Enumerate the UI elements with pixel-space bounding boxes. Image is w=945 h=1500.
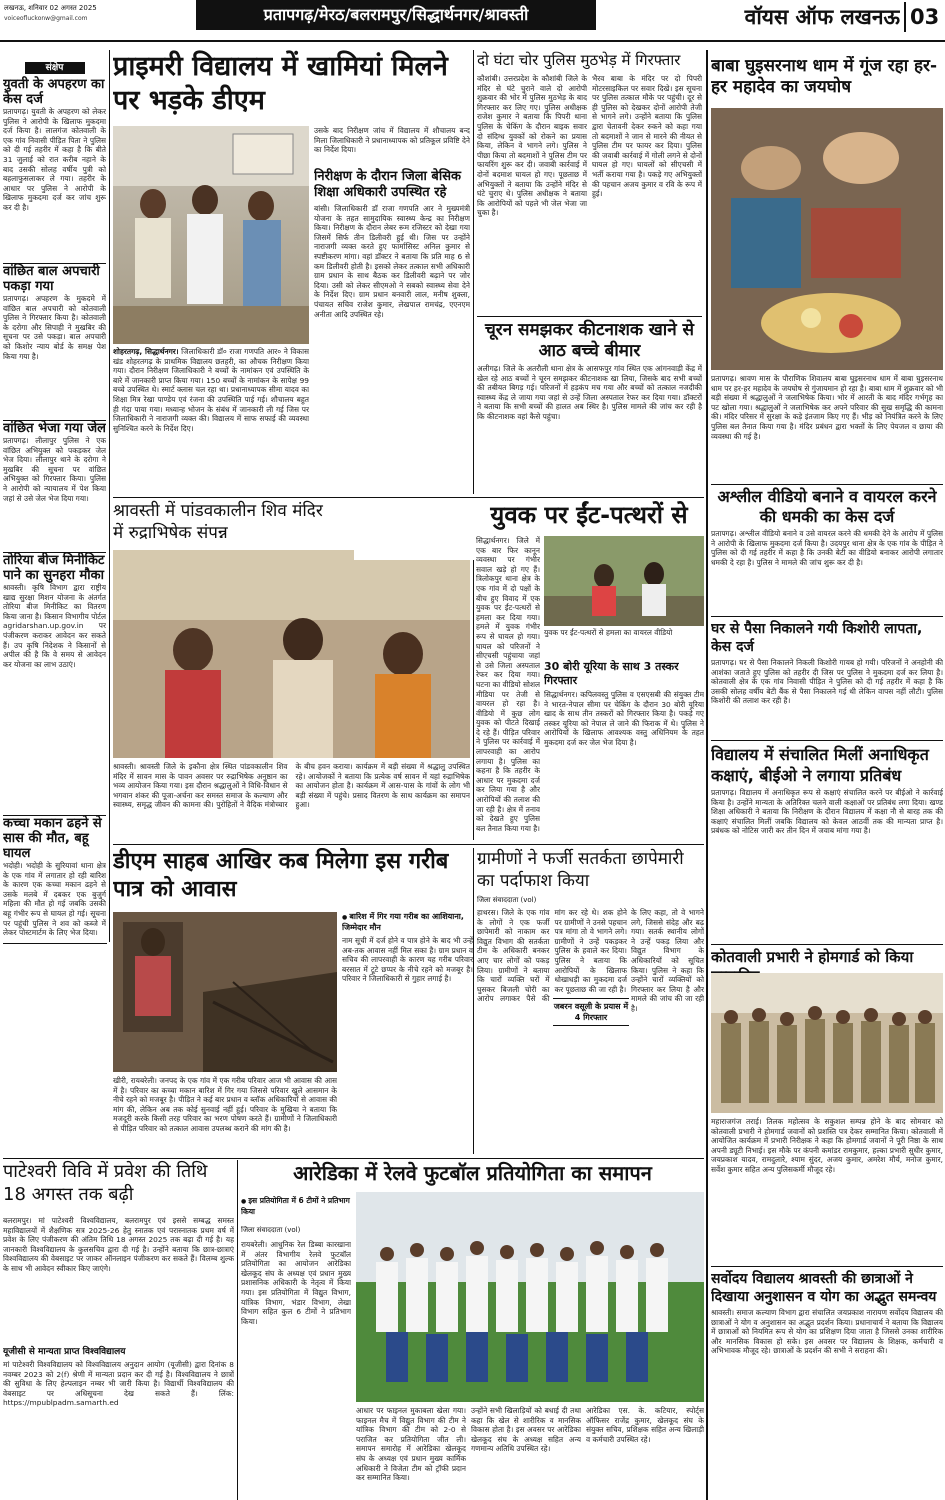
story-subhead: ● बारिश में गिर गया गरीब का आशियाना, जिम्मेदार मौन xyxy=(342,912,473,933)
football-team-photo xyxy=(356,1192,704,1402)
story-text: श्रावस्ती। श्रावस्ती जिले के इकौना क्षेत्र स्थित पांडवकालीन शिव मंदिर में सावन मास के पावन अवसर पर रुद्राभिषेक अनुष्ठान का भव्य आयोजन किया गया। इस दौरान श्रद्धालुओं ने विधि-विधान से भगवान शंकर की पूजा-अर्चना कर समस्त समाज के कल्याण और स्वास्थ्य, समृद्ध जीवन की कामना की। पुरोहितों ने वैदिक मंत्रोच्चार के बीच हवन कराया। कार्यक्रम में बड़ी संख्या में श्रद्धालु उपस्थित रहे। आयोजकों ने बताया कि प्रत्येक वर्ष सावन में यहां रुद्राभिषेक का आयोजन होता है। कार्यक्रम में आस-पास के गांवों के लोग भी बड़ी संख्या में पहुंचे। प्रसाद वितरण के साथ कार्यक्रम का समापन हुआ। xyxy=(113,762,470,810)
story-text: अलीगढ़। जिले के अतरौली थाना क्षेत्र के आसफपुर गांव स्थित एक आंगनवाड़ी केंद्र में खेल रहे आठ बच्चों ने चूरन समझकर कीटनाशक खा लिया, जिसके बाद सभी बच्चों की तबीयत बिगड़ गई। परिजनों में हड़कंप मच गया और बच्चों को तत्काल नजदीकी स्वास्थ्य केंद्र ले जाया गया जहां से उन्हें जिला अस्पताल रेफर कर दिया गया। डॉक्टरों ने बताया कि सभी बच्चों की हालत अब स्थिर है। पुलिस मामले की जांच कर रही है कि कीटनाशक वहां कैसे पहुंचा। xyxy=(477,364,702,421)
story-dm-school xyxy=(113,50,470,494)
masthead xyxy=(0,0,945,42)
story-text: प्रतापगढ़। अश्लील वीडियो बनाने व उसे वायरल करने की धमकी देने के आरोप में पुलिस ने आरोपी के खिलाफ मुकदमा दर्ज किया है। उदयपुर थाना क्षेत्र के एक गांव के पीड़ित ने पुलिस को दी गई तहरीर में कहा है कि उनकी बेटी का वीडियो बनाकर आरोपी लगातार धमकी दे रहा है। पुलिस ने मामले की जांच शुरू कर दी है। xyxy=(711,529,943,567)
column-rule xyxy=(237,1160,238,1500)
sankshep-column xyxy=(3,62,106,940)
school-inspection-photo xyxy=(113,126,309,344)
story-sarvoday xyxy=(711,1266,943,1498)
sankshep-item xyxy=(3,552,106,813)
byline: जिला संवाददाता (vol) xyxy=(241,1226,301,1234)
news-headline: वांछित बाल अपचारी पकड़ा गया xyxy=(3,264,100,294)
story-text: उन्होंने सभी खिलाड़ियों को बधाई दी तथा कहा कि खेल से शारीरिक व मानसिक विकास होता है। इस अवसर पर आरेडिका खेलकूद संघ के अध्यक्ष सहित अन्य गणमान्य अतिथि उपस्थित रहे। xyxy=(471,1406,581,1454)
news-headline: कच्चा मकान ढहने से सास की मौत, बहू घायल xyxy=(3,816,102,861)
story-text: के लिए कहा, तो वे भागने लगे, जिससे संदेह और बढ़ गया। सतर्क स्थानीय लोगों ने उन्हें पकड़ लिया और विद्युत विभाग के अधिकारियों को सूचित किया। पुलिस ने कहा कि उन्होंने चारों व्यक्तियों को गिरफ्तार कर लिया है और मामले की जांच की जा रही है। xyxy=(631,908,704,1013)
story-text: भैरव बाबा के मंदिर पर दो पिपरी मोटरसाइकिल पर सवार दिखे। इस सूचना पर पुलिस तत्काल मौके पर पहुंची। दूर से ही पुलिस को देखकर दोनों आरोपी तेजी से भागने लगे। उन्होंने बताया कि पुलिस द्वारा चेतावनी देकर रुकने को कहा गया तो बदमाशों ने जान से मारने की नीयत से पुलिस टीम पर फायर कर दिया। पुलिस की जवाबी कार्रवाई में गोली लगने से दोनों घायल हो गए। घायलों को सीएचसी में भर्ती कराया गया है। पकड़े गए अभियुक्तों की पहचान अजय कुमार व रवि के रूप में हुई। xyxy=(592,74,702,199)
story-text: बलरामपुर। मां पाटेश्वरी विश्वविद्यालय, बलरामपुर एवं इससे सम्बद्ध समस्त महाविद्यालयों में शैक्षणिक सत्र 2025-26 हेतु स्नातक एवं परास्नातक प्रथम वर्ष में प्रवेश के लिए पंजीकरण की अंतिम तिथि 18 अगस्त 2025 तक बढ़ा दी गई है। यह जानकारी विश्वविद्यालय के कुलसचिव द्वारा दी गई है। उन्होंने बताया कि छात्र-छात्राएं विश्वविद्यालय की वेबसाइट पर जाकर ऑनलाइन पंजीकरण कर सकते हैं। विलम्ब शुल्क के साथ भी आवेदन स्वीकार किए जाएंगे। xyxy=(3,1216,234,1273)
story-column-2 xyxy=(314,126,470,494)
story-ghanta-chor xyxy=(477,50,702,312)
story-text: रायबरेली। आधुनिक रेल डिब्बा कारखाना में अंतर विभागीय रेलवे फुटबॉल प्रतियोगिता का आयोजन आरेडिका खेलकूद संघ के अध्यक्ष एवं प्रधान मुख्य प्रशासनिक अधिकारी के नेतृत्व में किया गया। इस प्रतियोगिता में विद्युत विभाग, यांत्रिक विभाग, भंडार विभाग, लेखा विभाग सहित कुल 6 टीमों ने प्रतिभाग किया। xyxy=(241,1240,351,1326)
story-headline: चूरन समझकर कीटनाशक खाने से आठ बच्चे बीमार xyxy=(484,320,695,361)
story-headline: आरेडिका में रेलवे फुटबॉल प्रतियोगिता का समापन xyxy=(293,1161,652,1185)
brick-photo-block xyxy=(544,536,704,626)
story-subhead: जबरन वसूली के प्रयास में 4 गिरफ्तार xyxy=(553,998,629,1026)
story-text: कौशांबी। उत्तरप्रदेश के कौशांबी जिले के मंदिर से घंटे चुराने वाले दो आरोपी शुक्रवार की भोर में पुलिस मुठभेड़ के बाद गिरफ्तार कर लिए गए। पुलिस अधीक्षक राजेश कुमार ने बताया कि पिपरी थाना पुलिस के चेकिंग के दौरान बाइक सवार दो संदिग्ध युवकों को रोकने का प्रयास किया, लेकिन वे भागने लगे। पुलिस ने पीछा किया तो बदमाशों ने पुलिस टीम पर फायरिंग शुरू कर दी। जवाबी कार्रवाई में दोनों बदमाश घायल हो गए। पूछताछ में अभियुक्तों ने बताया कि उन्होंने मंदिर से घंटे चुराए थे। पुलिस अधीक्षक ने बताया कि आरोपियों को पहले भी जेल भेजा जा चुका है। xyxy=(477,74,587,218)
story-body xyxy=(113,347,309,494)
story-obscene-video xyxy=(711,484,943,612)
photo-illustration xyxy=(356,1192,704,1402)
story-text: प्रतापगढ़। विद्यालय में अनाधिकृत रूप से कक्षाएं संचालित करने पर बीईओ ने कार्रवाई किया है। उन्होंने मान्यता के अतिरिक्त चलने वाली कक्षाओं पर प्रतिबंध लगा दिया। खण्ड शिक्षा अधिकारी ने बताया कि निरीक्षण के दौरान विद्यालय में कक्षा नौ से बारह तक की कक्षाएं संचालित मिलीं जबकि विद्यालय को केवल आठवीं तक की मान्यता प्राप्त है। प्रबंधक को नोटिस जारी कर तीन दिन में जवाब मांगा गया है। xyxy=(711,788,943,836)
story-subhead: यूजीसी से मान्यता प्राप्त विश्वविद्यालय xyxy=(3,1347,126,1357)
story-text: हाथरस। जिले के एक गांव के लोगों ने एक फर्जी छापेमारी को नाकाम कर विद्युत विभाग की सतर्कता टीम के अधिकारी बनकर आए चार लोगों को पकड़ लिया। ग्रामीणों ने बताया कि चारों व्यक्ति घरों में घुसकर बिजली चोरी का आरोप लगाकर पैसे की मांग कर रहे थे। शक होने पर ग्रामीणों ने उनसे पहचान पत्र मांगा तो वे भागने लगे। ग्रामीणों ने उन्हें पकड़कर पुलिस के हवाले कर दिया। पुलिस ने बताया कि आरोपियों के खिलाफ धोखाधड़ी का मुकदमा दर्ज कर पूछताछ की जा रही है। xyxy=(477,908,627,1004)
photo-caption: युवक पर ईंट-पत्थरों से हमला का वायरल वीडियो xyxy=(544,628,673,637)
story-text: आधार पर फाइनल मुकाबला खेला गया। फाइनल मैच में विद्युत विभाग की टीम ने यांत्रिक विभाग की टीम को 2-0 से पराजित कर प्रतियोगिता जीत ली। समापन समारोह में आरेडिका खेलकूद संघ के अध्यक्ष एवं प्रधान मुख्य कार्मिक अधिकारी ने विजेता टीम को ट्रॉफी प्रदान कर सम्मानित किया। xyxy=(356,1406,466,1483)
email: voiceofluckonw@gmail.com xyxy=(4,15,88,22)
story-headline: ग्रामीणों ने फर्जी सतर्कता छापेमारी का पर्दाफाश किया xyxy=(477,849,684,891)
sankshep-item xyxy=(3,263,106,418)
story-text: प्रतापगढ़। घर से पैसा निकालने निकली किशोरी गायब हो गयी। परिजनों ने अनहोनी की आशंका जताते हुए पुलिस को तहरीर दी जिस पर पुलिस ने मुकदमा दर्ज कर लिया है। कोतवाली क्षेत्र के एक गांव निवासी पीड़ित ने पुलिस को दी गई तहरीर में कहा है कि उसकी सोलह वर्षीय बेटी बैंक से पैसा निकालने गई थी लेकिन वापस नहीं लौटी। पुलिस किशोरी की तलाश कर रही है। xyxy=(711,658,943,706)
column-rule xyxy=(473,50,474,494)
story-subhead: निरीक्षण के दौरान जिला बेसिक शिक्षा अधिकारी उपस्थित रहे xyxy=(314,169,461,200)
story-fake-raid xyxy=(477,848,704,1154)
story-text: उसके बाद निरीक्षण जांच में विद्यालय में शौचालय बन्द मिला जिलाधिकारी ने प्रधानाध्यापक को प्रतिकूल प्रविष्टि देने का निर्देश दिया। xyxy=(314,126,470,155)
story-text: प्रतापगढ़। श्रावण मास के पौराणिक शिवालय बाबा घुइसरनाथ धाम में बाबा घुइसरनाथ धाम पर हर-हर महादेव के जयघोष से गुंजायमान हो रहा है। बाबा धाम में शुक्रवार को भी बड़ी संख्या में श्रद्धालुओं ने जलाभिषेक किया। भोर में आरती के बाद मंदिर गर्भगृह का पट खोला गया। श्रद्धालुओं ने जलाभिषेक कर अपने परिवार की सुख समृद्धि की कामना की। मंदिर परिसर में सुरक्षा के कड़े इंतजाम किए गए हैं। भीड़ को नियंत्रित करने के लिए पुलिस बल तैनात किया गया है। मंदिर प्रबंधन द्वारा भक्तों के लिए पेयजल व छाया की व्यवस्था की गई है। xyxy=(711,374,943,441)
photo-illustration xyxy=(113,126,309,344)
story-text: श्रावस्ती। समाज कल्याण विभाग द्वारा संचालित जयप्रकाश नारायण सर्वोदय विद्यालय की छात्राओं ने योग व अनुशासन का अद्भुत प्रदर्शन किया। प्रधानाचार्य ने बताया कि विद्यालय में छात्राओं को नियमित रूप से योग का प्रशिक्षण दिया जाता है जिससे उनका शारीरिक और मानसिक विकास हो सके। इस अवसर पर विद्यालय के शिक्षक, कर्मचारी व अभिभावक मौजूद रहे। छात्राओं के प्रदर्शन की सभी ने सराहना की। xyxy=(711,1308,943,1356)
sankshep-item xyxy=(3,77,106,261)
story-text: आरेडिका एस. के. कटियार, स्पोर्ट्स ऑफिसर राजेंद्र कुमार, खेलकूद संघ के संयुक्त सचिव, प्रशिक्षक सहित अन्य खिलाड़ी व कर्मचारी उपस्थित रहे। xyxy=(586,1406,704,1444)
story-unauthorized-classes xyxy=(711,740,943,940)
story-text-body: खीरी, रायबरेली। जनपद के एक गांव में एक गरीब परिवार आज भी आवास की आस में है। परिवार का कच्चा मकान बारिश में गिर गया जिससे परिवार खुले आसमान के नीचे रहने को मजबूर है। पीड़ित ने कई बार प्रधान व ब्लॉक अधिकारियों से आवास की मांग की, लेकिन अब तक कोई सुनवाई नहीं हुई। परिवार के मुखिया ने बताया कि मजदूरी करके किसी तरह परिवार का भरण पोषण करते हैं। ग्रामीणों ने जिलाधिकारी से पीड़ित परिवार को तत्काल आवास उपलब्ध कराने की मांग की है। xyxy=(113,1076,337,1133)
paper-name: वॉयस ऑफ लखनऊ xyxy=(744,5,900,29)
news-headline: युवती के अपहरण का केस दर्ज xyxy=(3,77,105,107)
news-body: श्रावस्ती। कृषि विभाग द्वारा राष्ट्रीय खाद्य सुरक्षा मिशन योजना के अंतर्गत तोरिया बीज मिनीकिट का वितरण किया जाना है। किसान विभागीय पोर्टल agridarshan.up.gov.in पर पंजीकरण कराकर आवेदन कर सकते हैं। उप कृषि निदेशक ने किसानों से अपील की है कि वे समय से आवेदन कर योजना का लाभ उठाएं। xyxy=(3,583,106,669)
page-number: 03 xyxy=(904,2,944,32)
photo-illustration xyxy=(113,912,337,1072)
story-awas xyxy=(113,848,473,1154)
story-text: सिद्धार्थनगर। कपिलवस्तु पुलिस व एसएसबी की संयुक्त टीम ने भारत-नेपाल सीमा पर चेकिंग के दौरान 30 बोरी यूरिया खाद के साथ तीन तस्करों को गिरफ्तार किया है। पकड़े गए तस्कर यूरिया को नेपाल ले जाने की फिराक में थे। पुलिस ने आरोपियों के खिलाफ आवश्यक वस्तु अधिनियम के तहत मुकदमा दर्ज कर जेल भेज दिया है। xyxy=(544,690,704,747)
story-headline: पाटेश्वरी विवि में प्रवेश की तिथि 18 अगस्त तक बढ़ी xyxy=(3,1161,208,1205)
story-headline: सर्वोदय विद्यालय श्रावस्ती की छात्राओं ने दिखाया अनुशासन व योग का अद्भुत समन्वय xyxy=(711,1271,937,1305)
story-ghuisarnath xyxy=(711,56,943,480)
column-rule xyxy=(473,848,474,1154)
news-body: प्रतापगढ़। लीलापुर पुलिस ने एक वांछित अभियुक्त को पकड़कर जेल भेज दिया। लीलापुर थाने के दरोगा ने मुखबिर की सूचना पर वांछित अभियुक्त को गिरफ्तार किया। पुलिस ने आरोपी को न्यायालय में पेश किया जहां से उसे जेल भेज दिया गया। xyxy=(3,436,106,503)
story-headline: डीएम साहब आखिर कब मिलेगा इस गरीब पात्र को आवास xyxy=(113,849,449,902)
story-text: महाराजगंज तराई। तिलक महोत्सव के सकुशल सम्पन्न होने के बाद सोमवार को कोतवाली प्रभारी ने होमगार्ड जवानों को प्रशस्ति पत्र देकर सम्मानित किया। कोतवाली में आयोजित कार्यक्रम में प्रभारी निरीक्षक ने कहा कि होमगार्ड जवानों ने पूरी निष्ठा के साथ अपनी ड्यूटी निभाई। इस मौके पर कंपनी कमांडर रामकुमार, हल्का प्रभारी सुधीर कुमार, जयप्रकाश यादव, रामदुलारे, श्याम सुंदर, अजय कुमार, अमरेश मौर्य, मनोज कुमार, सर्वेश कुमार सहित अन्य पुलिसकर्मी मौजूद रहे। xyxy=(711,1117,943,1174)
story-railway-football xyxy=(241,1160,704,1498)
section-rule xyxy=(3,943,107,944)
sankshep-label: संक्षेप xyxy=(25,62,85,74)
cities-banner: प्रतापगढ़/मेरठ/बलरामपुर/सिद्धार्थनगर/श्रावस्ती xyxy=(196,0,596,30)
photo-illustration xyxy=(711,108,943,370)
photo-illustration xyxy=(544,536,704,626)
story-patesvari-univ xyxy=(3,1160,234,1498)
story-text: नाम सूची में दर्ज होने व पात्र होने के बाद भी उन्हें अब-तक आवास नहीं मिल सका है। ग्राम प्रधान व सचिव की लापरवाही के कारण यह गरीब परिवार बरसात में टूटे छप्पर के नीचे रहने को मजबूर है। परिवार ने जिलाधिकारी से गुहार लगाई है। xyxy=(342,936,473,984)
story-headline: घर से पैसा निकालने गयी किशोरी लापता, केस दर्ज xyxy=(711,621,923,655)
story-missing-girl xyxy=(711,616,943,736)
section-rule xyxy=(3,1158,704,1159)
story-text: जिलाधिकारी डॉ० राजा गणपति आर० ने विकास खंड शोहरतगढ़ के प्राथमिक विद्यालय छतहरी, का औचक निरीक्षण किया गया। दौरान निरीक्षण जिलाधिकारी ने बच्चों के नामांकन एवं उपस्थिति के बारे में जानकारी प्राप्त किया गया। 150 बच्चों के नामांकन के सापेक्ष 99 बच्चे उपस्थित थे। स्मार्ट क्लास चल रहा था। प्रधानाध्यापक सीमा यादव का शिक्षा मित्र रेखा पाण्डेय एवं रंजना की उपस्थिति पाई गई। शौचालय बहुत ही गंदा पाया गया। मध्यान्ह भोजन के संबंध में जानकारी ली गई जिस पर जिलाधिकारी ने नाराजगी व्यक्त की। विद्यालय में साफ सफाई की व्यवस्था सुनिश्चित करने के निर्देश दिए। xyxy=(113,347,309,433)
story-homeguard xyxy=(711,944,943,1262)
news-headline: तोरिया बीज मिनीकिट पाने का सुनहरा मौका xyxy=(3,553,105,583)
story-headline: बाबा घुइसरनाथ धाम में गूंज रहा हर-हर महादेव का जयघोष xyxy=(711,56,938,97)
sankshep-item xyxy=(3,420,106,550)
homeguard-group-photo xyxy=(711,973,943,1113)
section-rule xyxy=(113,844,704,845)
news-headline: वांछित भेजा गया जेल xyxy=(3,421,106,436)
byline: जिला संवाददाता (vol) xyxy=(477,896,537,904)
column-rule xyxy=(706,50,708,1500)
story-headline: विद्यालय में संचालित मिलीं अनाधिकृत कक्षाएं, बीईओ ने लगाया प्रतिबंध xyxy=(711,745,929,785)
story-headline: अश्लील वीडियो बनाने व वायरल करने की धमकी का केस दर्ज xyxy=(717,487,937,526)
story-headline: श्रावस्ती में पांडवकालीन शिव मंदिर में रुद्राभिषेक संपन्न xyxy=(113,501,323,543)
date-line: लखनऊ, शनिवार 02 अगस्त 2025 xyxy=(4,4,97,12)
section-rule xyxy=(113,497,704,498)
sankshep-item xyxy=(3,815,106,940)
viral-video-photo xyxy=(544,536,704,626)
story-headline: प्राइमरी विद्यालय में खामियां मिलने पर भड़के डीएम xyxy=(113,51,448,116)
story-subhead: ● इस प्रतियोगिता में 6 टीमों ने प्रतिभाग किया xyxy=(241,1196,351,1217)
news-body: प्रतापगढ़। अपहरण के मुकदमे में वांछित बाल अपचारी को कोतवाली पुलिस ने गिरफ्तार किया है। कोतवाली के दरोगा और सिपाही ने मुखबिर की सूचना पर उसे पकड़ा। बाल अपचारी को किशोर न्याय बोर्ड के समक्ष पेश किया गया है। xyxy=(3,294,106,361)
story-column-2 xyxy=(342,912,473,1154)
story-text: मां पाटेश्वरी विश्वविद्यालय को विश्वविद्यालय अनुदान आयोग (यूजीसी) द्वारा दिनांक 8 नवम्बर 2023 को 2(f) श्रेणी में मान्यता प्रदान कर दी गई है। विश्वविद्यालय ने छात्रों की सुविधा के लिए हेल्पलाइन नम्बर भी जारी किया है। विद्यार्थी विश्वविद्यालय की वेबसाइट पर अधिसूचना देख सकते हैं। लिंक: https://mpublpadm.samarth.ed xyxy=(3,1360,234,1408)
story-text: सिद्धार्थनगर। जिले में एक बार फिर कानून व्यवस्था पर गंभीर सवाल खड़े हो गए हैं। त्रिलोकपुर थाना क्षेत्र के एक गांव में दो पक्षों के बीच हुए विवाद में एक युवक पर ईंट-पत्थरों से हमला कर दिया गया। हमले में युवक गंभीर रूप से घायल हो गया। घायल को परिजनों ने सीएचसी पहुंचाया जहां से उसे जिला अस्पताल रेफर कर दिया गया। घटना का वीडियो सोशल मीडिया पर तेजी से वायरल हो रहा है। वीडियो में कुछ लोग युवक को पीटते दिखाई दे रहे हैं। पीड़ित परिवार ने पुलिस पर कार्रवाई में लापरवाही का आरोप लगाया है। पुलिस का कहना है कि तहरीर के आधार पर मुकदमा दर्ज कर लिया गया है और आरोपियों की तलाश की जा रही है। क्षेत्र में तनाव को देखते हुए पुलिस बल तैनात किया गया है। xyxy=(476,536,540,833)
story-text: बांसी। जिलाधिकारी डॉ राजा गणपति आर ने मुख्यमंत्री योजना के तहत सामुदायिक स्वास्थ्य केन्द्र का निरीक्षण किया। निरीक्षण के दौरान लेबर रूम रजिस्टर को देखा गया जिसमें सिर्फ तीन डिलीवरी हुई थी। जिस पर उन्होंने नाराजगी व्यक्त करते हुए फार्मासिस्ट अनिल कुमार से स्पष्टीकरण मांगा। वहां डॉक्टर ने बताया कि प्रति माह 6 से कम डिलीवरी होती है। इसको लेकर तत्काल सभी अधिकारी ग्राम प्रधान के साथ बैठक कर डिलीवरी बढ़ाने पर जोर दिया। उसी को लेकर सीएमओ ने सबको स्वास्थ्य सेवा देने के निर्देश दिए। ग्राम प्रधान बनवारी लाल, मनीष शुक्ला, पंचायत सचिव राजेश कुमार, लेखपाल रामचंद्र, एएनएम अनीता आदि उपस्थित रहे। xyxy=(314,204,470,319)
column-rule xyxy=(109,50,110,942)
broken-house-photo xyxy=(113,912,337,1072)
story-headline: युवक पर ईंट-पत्थरों से xyxy=(354,500,704,560)
dateline: शोहरतगढ़, सिद्धार्थनगर। xyxy=(113,347,179,356)
story-urea xyxy=(544,660,704,840)
story-headline: कोतवाली प्रभारी ने होमगार्ड को किया xyxy=(711,948,914,966)
story-churan xyxy=(477,316,702,494)
story-headline: दो घंटा चोर पुलिस मुठभेड़ में गिरफ्तार xyxy=(477,51,681,69)
photo-illustration xyxy=(711,973,943,1113)
news-body: भदोही। भदोही के सुरियावां थाना क्षेत्र के एक गांव में लगातार हो रही बारिश के कारण एक कच्चा मकान ढहने से उसके मलबे में दबकर एक बुजुर्ग महिला की मौत हो गई जबकि उसकी बहू गंभीर रूप से घायल हो गई। सूचना पर पहुंची पुलिस ने शव को कब्जे में लेकर पोस्टमार्टम के लिए भेज दिया। xyxy=(3,861,106,938)
temple-devotees-photo xyxy=(711,108,943,370)
news-body: प्रतापगढ़। युवती के अपहरण को लेकर पुलिस ने आरोपी के खिलाफ मुकदमा दर्ज किया है। लालगंज कोतवाली के एक गांव निवासी पीड़ित पिता ने पुलिस को दी गई तहरीर में कहा है कि बीते 31 जुलाई को रात करीब नहाने के बाद उसकी सोलह वर्षीय पुत्री को बहलाफुसलाकर ले गया। तहरीर के आधार पर पुलिस ने आरोपी के खिलाफ मुकदमा दर्ज कर जांच शुरू कर दी है। xyxy=(3,107,106,212)
story-subhead: 30 बोरी यूरिया के साथ 3 तस्कर गिरफ्तार xyxy=(544,660,679,687)
story-text xyxy=(113,1076,337,1154)
